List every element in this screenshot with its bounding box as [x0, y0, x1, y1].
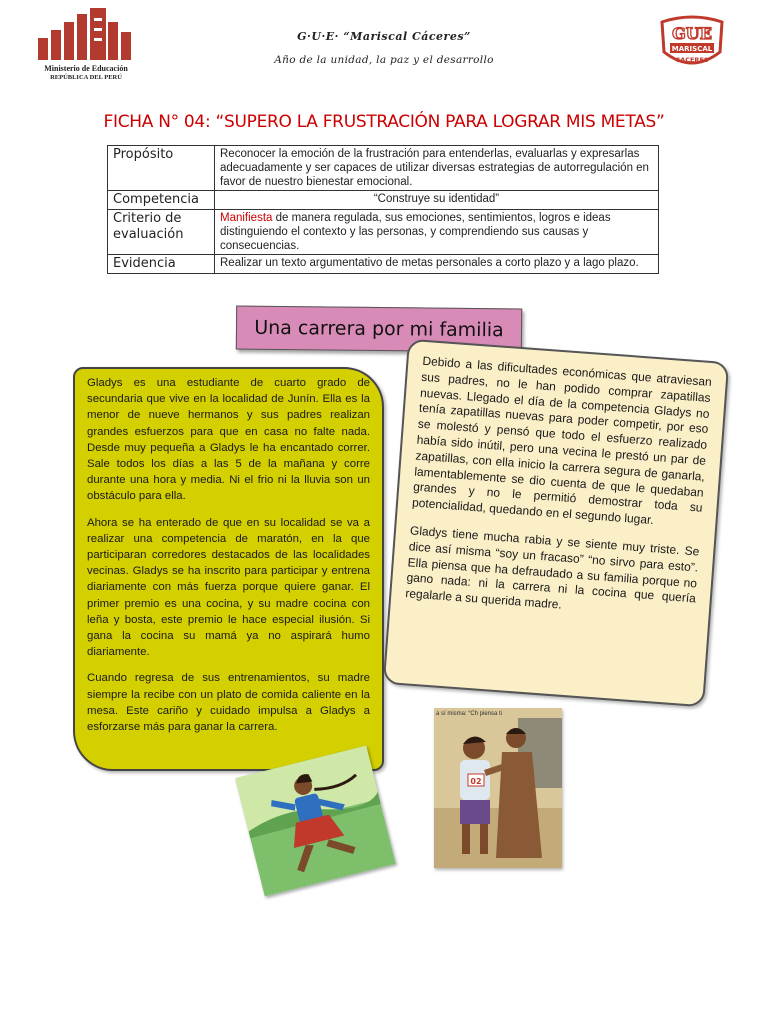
criterio-text: de manera regulada, sus emociones, sentimientos, logros e ideas distinguiendo el contexto y las personas, y comprendiendo sus causas y consecuencias. [220, 212, 611, 252]
row-label-criterio: Criterio de evaluación [108, 210, 215, 255]
page-title: FICHA N° 04: “SUPERO LA FRUSTRACIÓN PARA LOGRAR MIS METAS” [103, 112, 665, 132]
ministry-country: REPÚBLICA DEL PERÚ [50, 74, 122, 81]
row-value-competencia: “Construye su identidad” [215, 191, 659, 210]
seal-caceres: CACERES [675, 56, 709, 64]
table-row [108, 255, 659, 274]
story-paragraph: Ahora se ha enterado de que en su localidad se va a realizar una competencia de maratón, en la que participaran corredores destacados de las localidades vecinas. Gladys se ha inscrito para participar y entrena diariamente con más fuerza porque quiere ganar. El primer premio es una cocina, y su madre cocina con leña y bosta, este premio le hace especial ilusión. Si gana la cocina su mamá ya no aspirará humo diariamente. [87, 516, 370, 659]
story-card-left [73, 367, 384, 771]
school-seal-icon [658, 14, 726, 72]
seal-gue: GUE [672, 24, 712, 43]
table-row [108, 210, 659, 255]
row-label-proposito: Propósito [108, 146, 215, 191]
ministry-logo [36, 8, 136, 92]
crying-girl-illustration [434, 708, 562, 868]
table-row [108, 146, 659, 191]
criterio-highlight: Manifiesta [220, 212, 273, 224]
story-paragraph: Gladys es una estudiante de cuarto grado de secundaria que vive en la localidad de Junín. Ella es la menor de nueve hermanos y sus padres realizan grandes esfuerzos para que en casa no falte nada. Desde muy pequeña a Gladys le ha encantado correr. Sale todos los días a las 5 de la mañana y corre durante una hora y media. Ni el frio ni la lluvia son un obstáculo para ella. [87, 377, 370, 503]
seal-mariscal: MARISCAL [671, 45, 713, 53]
school-name: G·U·E· “Mariscal Cáceres” [297, 30, 471, 43]
story-card-right [383, 339, 729, 708]
bib-number: 02 [470, 777, 482, 786]
info-table [107, 145, 659, 274]
story-paragraph: Cuando regresa de sus entrenamientos, su madre siempre la recibe con un plato de comida caliente en la mesa. Este cariño y cuidado impulsa a Gladys a esforzarse más para ganar la carrera. [87, 672, 370, 734]
story-paragraph: Gladys tiene mucha rabia y se siente muy triste. Se dice así misma “soy un fracaso” “no sirvo para esto”. Ella piensa que ha defraudado a su familia porque no gano nada: ni la carrera ni la cocina que quería regalarle a su querida madre. [404, 523, 700, 612]
year-motto: Año de la unidad, la paz y el desarrollo [274, 54, 494, 66]
crying-girl-icon [434, 708, 562, 868]
table-row [108, 191, 659, 210]
row-value-proposito: Reconocer la emoción de la frustración para entenderlas, evaluarlas y expresarlas adecuadamente y ser capaces de utilizar diversas estrategias de autorregulación en favor de nuestro bienestar emocional. [215, 146, 659, 191]
ministry-name: Ministerio de Educación [44, 64, 128, 73]
story-paragraph: Debido a las dificultades económicas que atraviesan sus padres, no le han podido comprar zapatillas nuevas. Llegado el día de la competencia Gladys no tenía zapatillas nuevas para poder competir, por eso se molestó y pensó que todo el esfuerzo realizado había sido inútil, pero una vecina le prestó un par de zapatillas, con ella inicio la carrera segura de ganarla, lamentablemente se dio cuenta de que le quedaban grandes y no le permitió demostrar toda su potencialidad, quedando en el segundo lugar. [411, 353, 713, 528]
row-label-evidencia: Evidencia [108, 255, 215, 274]
row-value-evidencia: Realizar un texto argumentativo de metas personales a corto plazo y a lago plazo. [215, 255, 659, 274]
crying-illustration-caption: a sí misma: “Ch piensa ti [436, 711, 503, 717]
row-label-competencia: Competencia [108, 191, 215, 210]
school-seal [658, 14, 726, 72]
row-value-criterio [215, 210, 659, 255]
story-title: Una carrera por mi familia [254, 316, 504, 342]
